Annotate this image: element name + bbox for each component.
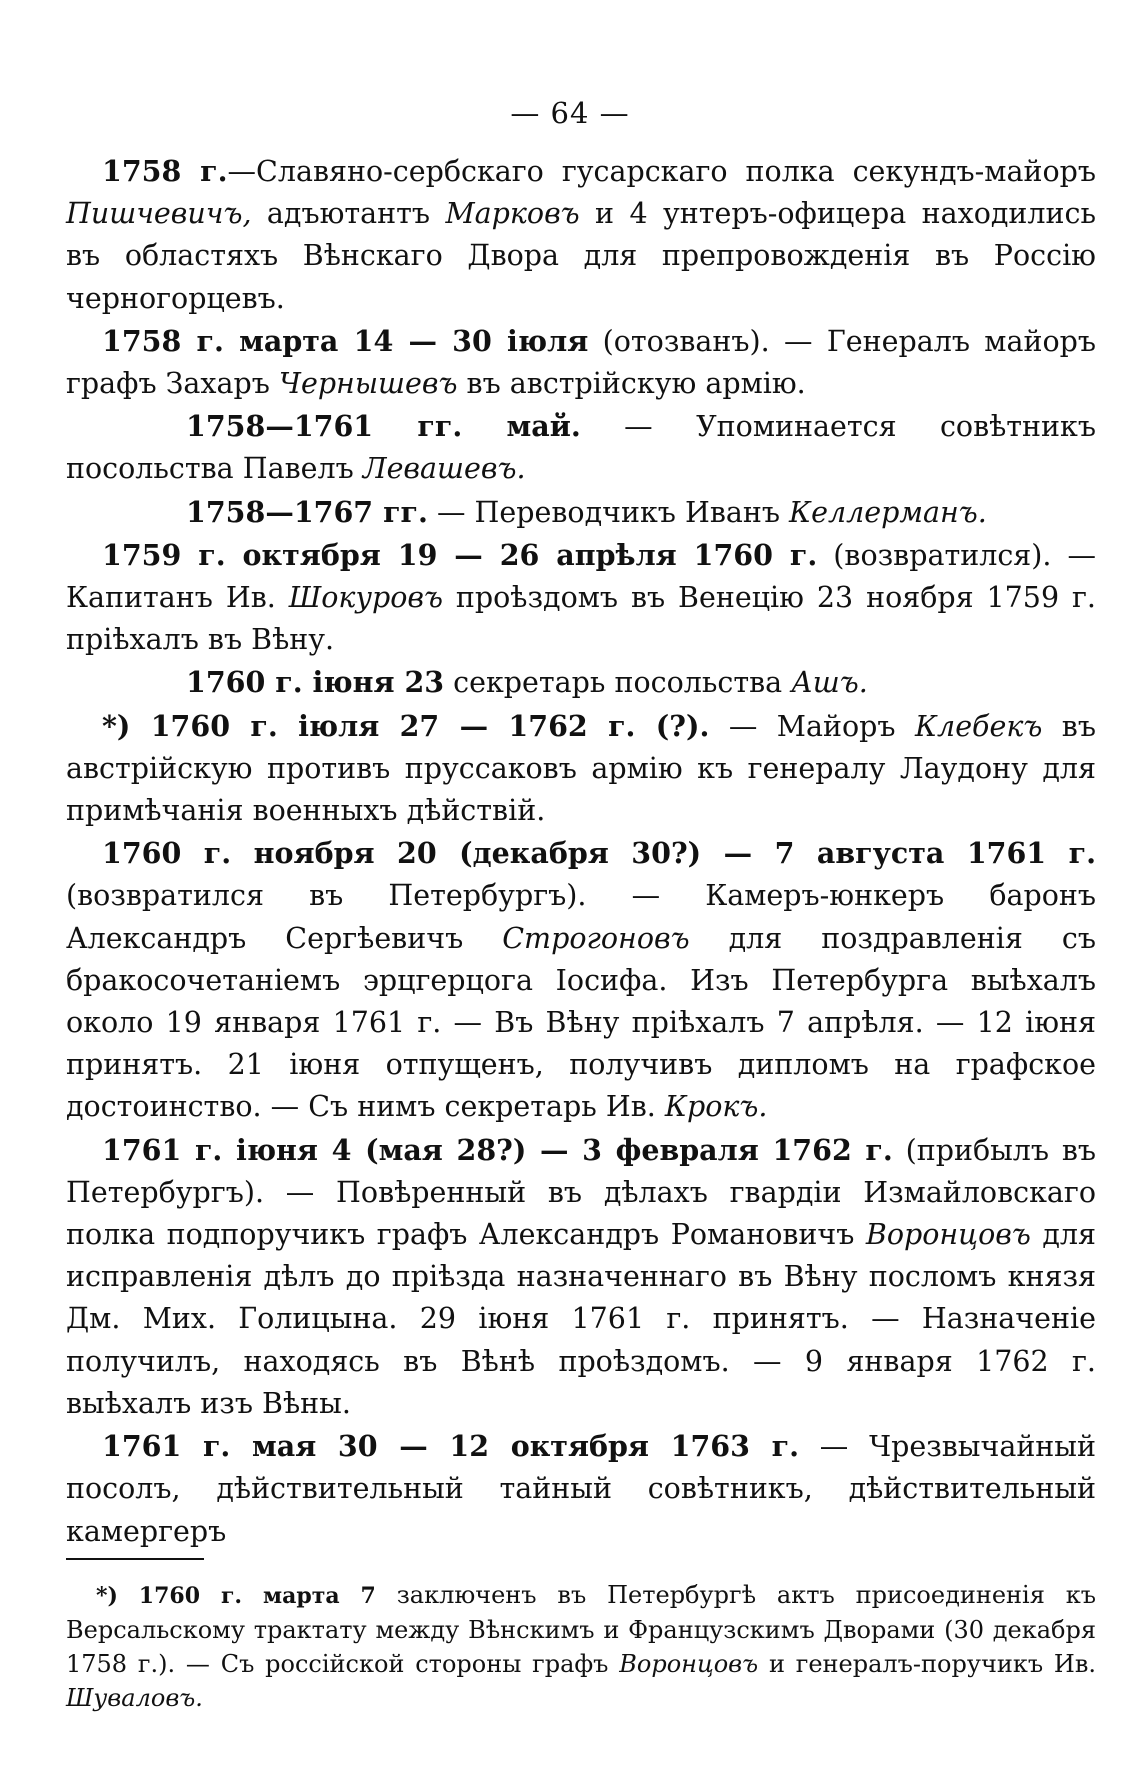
person-name: Крокъ.	[664, 1090, 768, 1124]
entry-date: 1761 г. іюня 4 (мая 28?) — 3 февраля 1762 г.	[102, 1132, 893, 1167]
entry-1759-shokurov	[66, 534, 1096, 662]
entry-1758-hussars	[66, 150, 1096, 320]
person-name: Шокуровъ	[288, 581, 443, 615]
entry-text: въ австрійскую противъ пруссаковъ армію къ генералу Лаудону для примѣчанія военныхъ дѣйствій.	[66, 709, 1096, 828]
entry-1758-kellerman	[66, 491, 1096, 534]
entry-date: 1758 г. марта 14 — 30 іюля	[102, 323, 589, 358]
footnote-date: *) 1760 г. марта 7	[96, 1583, 376, 1609]
entry-text: адъютантъ	[251, 197, 446, 231]
entry-text: — Переводчикъ Иванъ	[427, 495, 790, 529]
person-name: Келлерманъ.	[789, 495, 987, 529]
entry-text: для исправленія дѣлъ до пріѣзда назначеннаго въ Вѣну посломъ князя Дм. Мих. Голицына. 29 іюня 1761 г. принятъ. — Назначеніе получилъ, находясь въ Вѣнѣ проѣздомъ. — 9 января 1762 г. выѣхалъ изъ Вѣны.	[66, 1218, 1096, 1420]
entry-text: въ австрійскую армію.	[457, 367, 806, 401]
entry-1758-chernyshev	[66, 320, 1096, 405]
entry-text: проѣздомъ въ Венецію 23 ноября 1759 г. пріѣхалъ въ Вѣну.	[66, 581, 1096, 657]
entry-date: 1759 г. октября 19 — 26 апрѣля 1760 г.	[102, 537, 818, 572]
person-name: Чернышевъ	[278, 367, 458, 401]
entry-text: и 4 унтеръ-офицера находились въ областяхъ Вѣнскаго Двора для препровожденія въ Россію черногорцевъ.	[66, 197, 1096, 315]
entry-1761-vorontsov	[66, 1129, 1096, 1425]
footnote-divider	[66, 1558, 204, 1560]
person-name: Строгоновъ	[502, 921, 690, 955]
entry-date: 1758—1767 гг.	[186, 494, 428, 529]
person-name: Шуваловъ.	[66, 1684, 203, 1712]
entry-date: *) 1760 г. іюля 27 — 1762 г. (?).	[102, 708, 710, 743]
entry-text: (отозванъ). — Генералъ майоръ графъ Захаръ	[66, 324, 1096, 401]
person-name: Ашъ.	[791, 666, 868, 700]
entry-date: 1760 г. ноября 20 (декабря 30?) — 7 августа 1761 г.	[102, 836, 1096, 871]
entry-1760-stroganov	[66, 832, 1096, 1128]
entry-1760-ash	[66, 661, 1096, 704]
entry-1760-klebek	[66, 705, 1096, 833]
entry-1761-ambassador	[66, 1425, 1096, 1553]
footnote-text: и генералъ-поручикъ Ив.	[758, 1650, 1096, 1678]
entry-text: — Майоръ	[709, 709, 915, 743]
entry-date: 1760 г. іюня 23	[186, 665, 445, 700]
entry-text: — Упоминается совѣтникъ посольства Павелъ	[66, 410, 1096, 486]
main-text	[66, 150, 1096, 1553]
person-name: Пишчевичъ,	[66, 197, 252, 231]
entry-text: —Славяно-сербскаго гусарскаго полка секундъ-майоръ	[227, 155, 1096, 188]
entry-text: секретарь посольства	[444, 666, 792, 700]
entry-date: 1758 г.	[102, 154, 228, 188]
entry-date: 1758—1761 гг. май.	[186, 409, 581, 444]
person-name: Воронцовъ	[619, 1650, 759, 1678]
footnotes	[66, 1578, 1096, 1715]
entry-text: — Чрезвычайный посолъ, дѣйствительный тайный совѣтникъ, дѣйствительный камергеръ	[66, 1430, 1096, 1548]
entry-text: (возвратился). — Капитанъ Ив.	[66, 538, 1096, 615]
entry-text: (возвратился въ Петербургъ). — Камеръ-юнкеръ баронъ Александръ Сергѣевичъ	[66, 879, 1096, 955]
entry-text: для поздравленія съ бракосочетаніемъ эрцгерцога Іосифа. Изъ Петербурга выѣхалъ около 19 января 1761 г. — Въ Вѣну пріѣхалъ 7 апрѣля. — 12 іюня принятъ. 21 іюня отпущенъ, получивъ дипломъ на графское достоинство. — Съ нимъ секретарь Ив.	[66, 921, 1096, 1124]
footnote-text: заключенъ въ Петербургѣ актъ присоединенія къ Версальскому трактату между Вѣнскимъ и Французскимъ Дворами (30 декабря 1758 г.). — Съ россійской стороны графъ	[66, 1581, 1096, 1678]
footnote-1760-treaty	[66, 1578, 1096, 1715]
person-name: Марковъ	[445, 197, 580, 231]
person-name: Клебекъ	[914, 709, 1043, 743]
entry-1758-levashev	[66, 405, 1096, 490]
entry-text: (прибылъ въ Петербургъ). — Повѣренный въ дѣлахъ гвардіи Измайловскаго полка подпоручикъ графъ Александръ Романовичъ	[66, 1133, 1096, 1252]
page-number: — 64 —	[510, 96, 630, 130]
person-name: Воронцовъ	[865, 1218, 1031, 1252]
person-name: Левашевъ.	[362, 452, 526, 486]
entry-date: 1761 г. мая 30 — 12 октября 1763 г.	[102, 1429, 799, 1464]
